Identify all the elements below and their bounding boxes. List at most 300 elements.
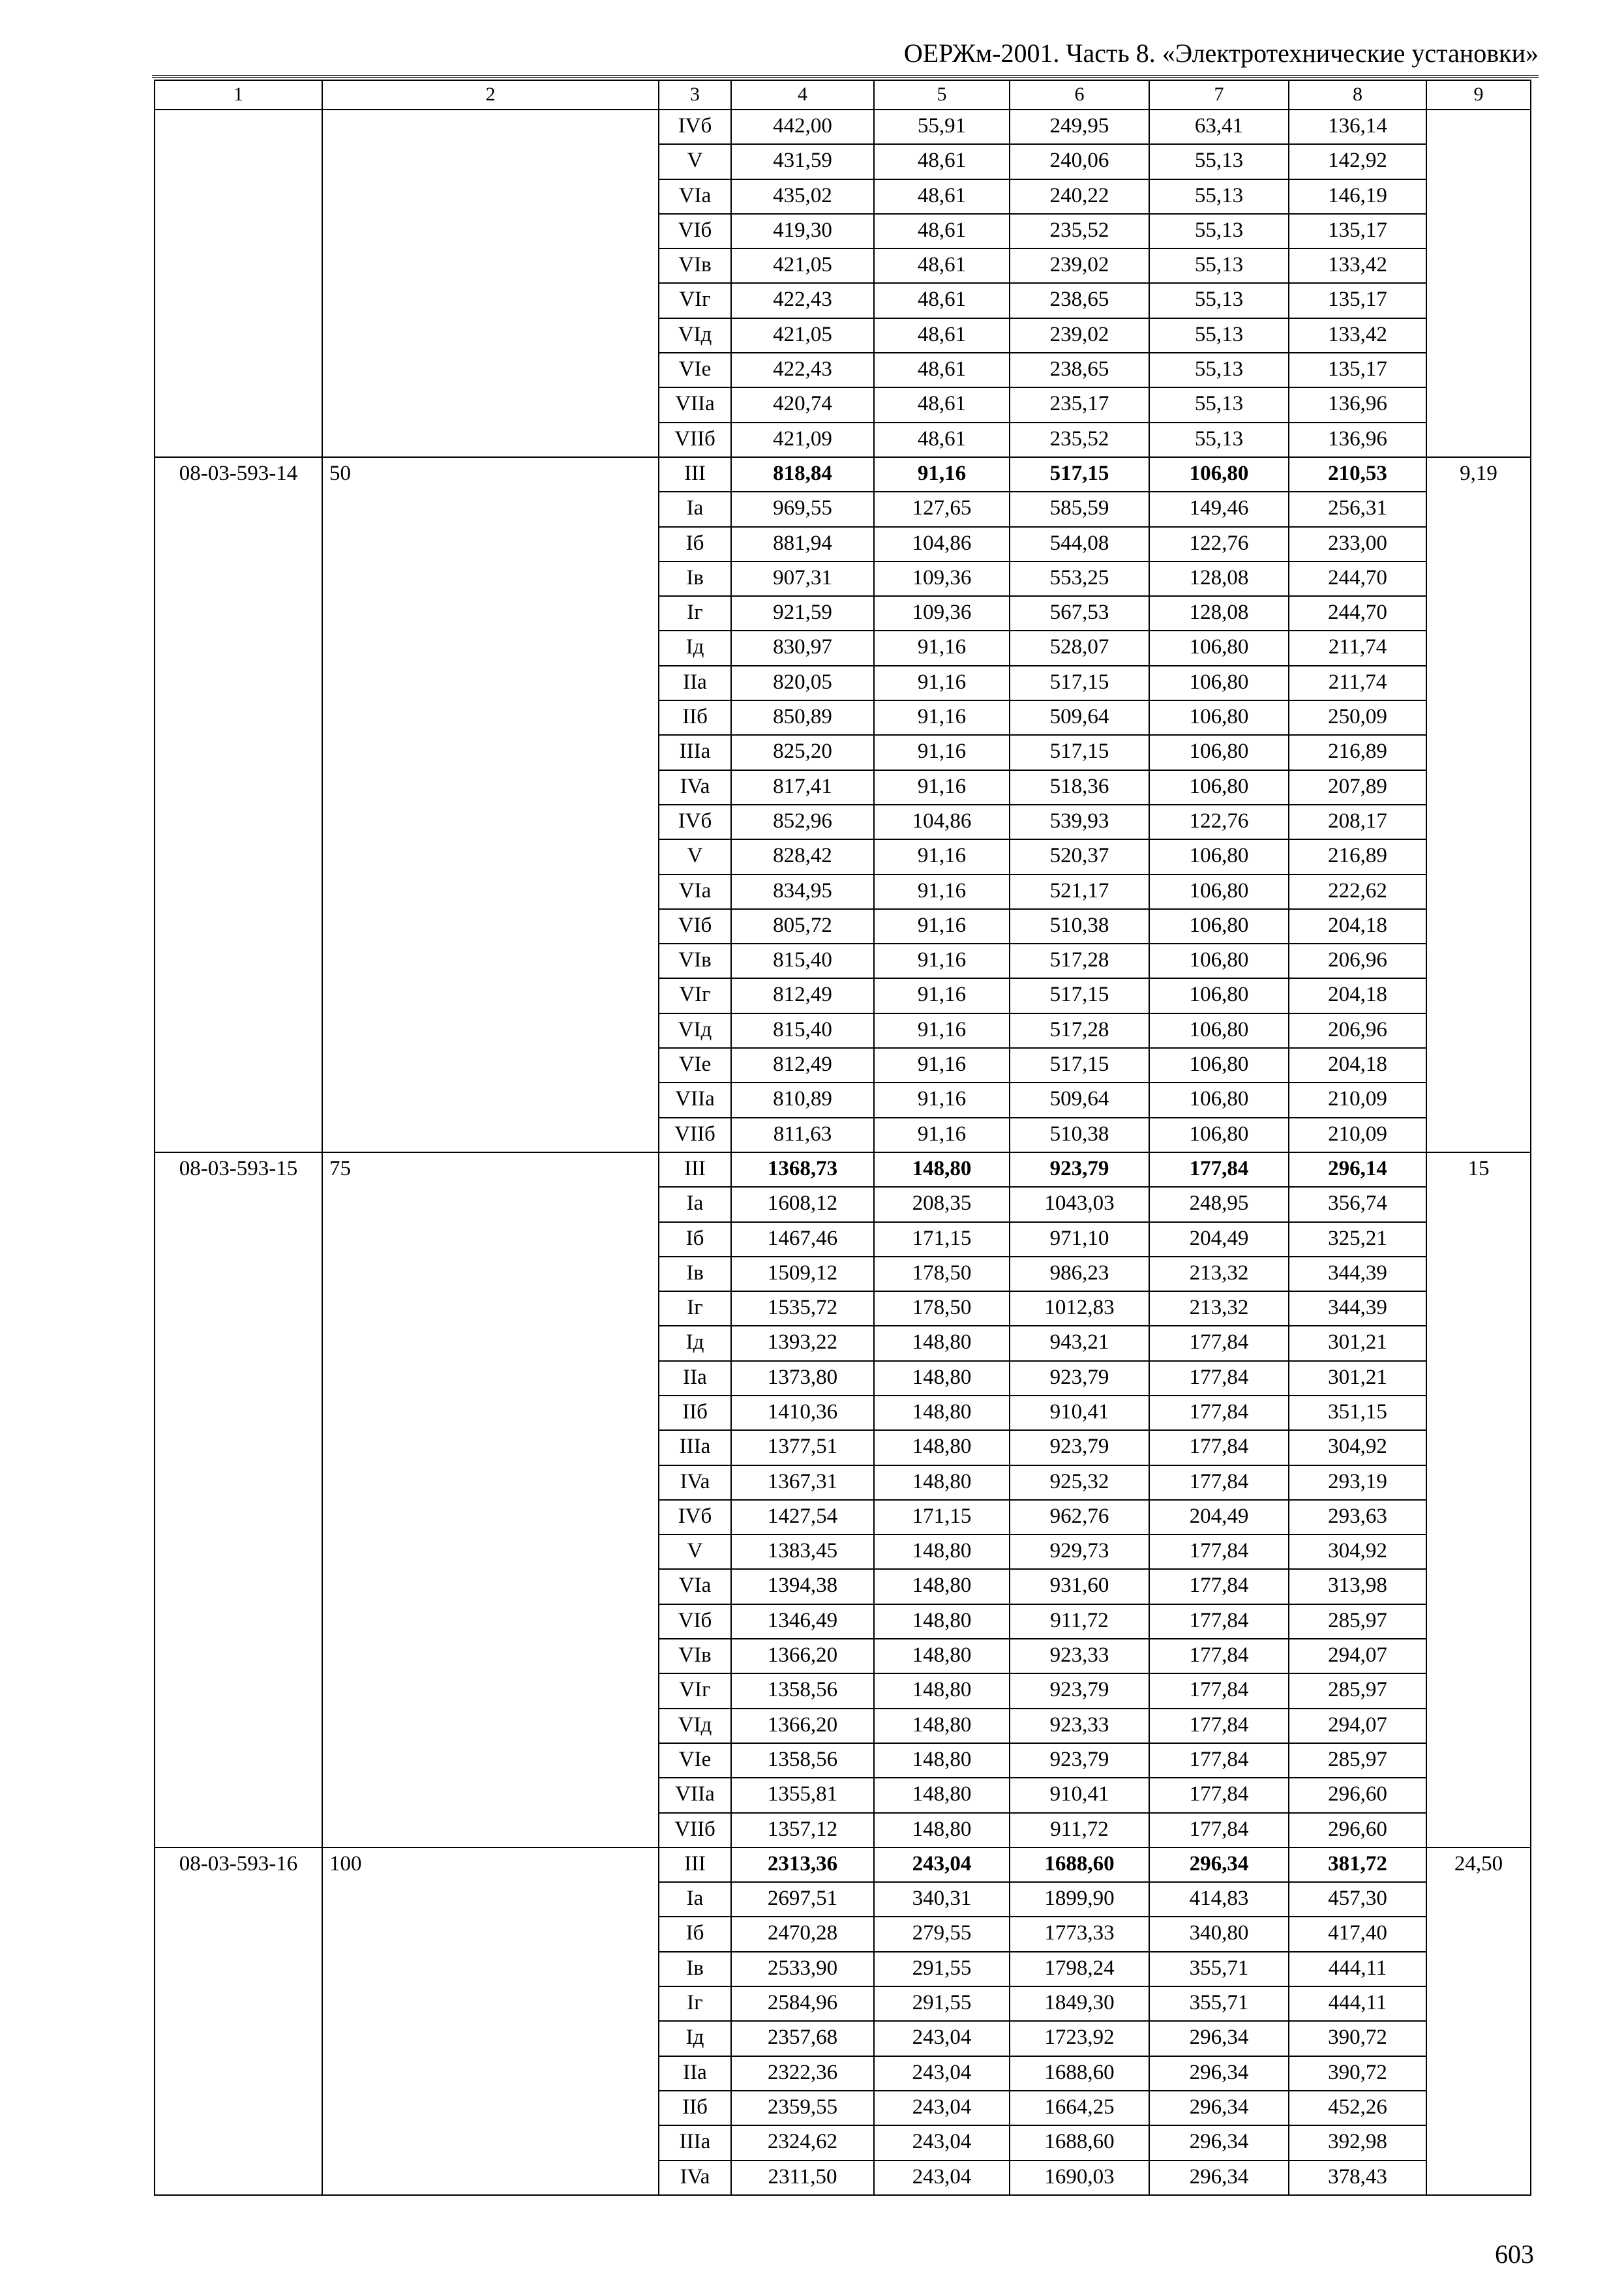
zone-cell: III: [659, 1848, 731, 1882]
zone-cell: IIa: [659, 666, 731, 700]
value-cell: 91,16: [874, 839, 1010, 874]
table-row: [155, 1986, 1531, 2021]
value-cell: 925,32: [1010, 1465, 1149, 1500]
value-cell: 390,72: [1289, 2056, 1426, 2091]
value-cell: 48,61: [874, 283, 1010, 318]
rate-code-cell: [155, 1430, 322, 1465]
value-cell: 1723,92: [1010, 2021, 1149, 2056]
table-row: [155, 1500, 1531, 1534]
value-cell: 812,49: [731, 1048, 874, 1083]
zone-cell: VIв: [659, 248, 731, 283]
rate-code-cell: [155, 596, 322, 631]
parameter-cell: [322, 2056, 659, 2091]
value-cell: 1366,20: [731, 1639, 874, 1673]
value-cell: 250,09: [1289, 700, 1426, 735]
mass-cell: [1426, 1639, 1531, 1673]
rate-code-cell: [155, 2091, 322, 2125]
mass-cell: [1426, 1673, 1531, 1708]
table-row: [155, 492, 1531, 526]
mass-cell: [1426, 1326, 1531, 1360]
value-cell: 296,60: [1289, 1813, 1426, 1848]
value-cell: 211,74: [1289, 631, 1426, 665]
zone-cell: VIIб: [659, 423, 731, 457]
mass-cell: [1426, 144, 1531, 179]
zone-cell: VIIб: [659, 1118, 731, 1152]
value-cell: 148,80: [874, 1430, 1010, 1465]
mass-cell: [1426, 423, 1531, 457]
value-cell: 48,61: [874, 214, 1010, 248]
mass-cell: [1426, 1813, 1531, 1848]
zone-cell: III: [659, 457, 731, 492]
zone-cell: IVб: [659, 1500, 731, 1534]
value-cell: 911,72: [1010, 1813, 1149, 1848]
value-cell: 553,25: [1010, 561, 1149, 596]
mass-cell: [1426, 527, 1531, 561]
mass-cell: [1426, 1465, 1531, 1500]
rate-code-cell: 08-03-593-14: [155, 457, 322, 492]
value-cell: 148,80: [874, 1743, 1010, 1778]
mass-cell: [1426, 875, 1531, 909]
rate-code-cell: [155, 944, 322, 978]
value-cell: 1849,30: [1010, 1986, 1149, 2021]
value-cell: 55,13: [1149, 387, 1289, 422]
value-cell: 923,33: [1010, 1709, 1149, 1743]
value-cell: 239,02: [1010, 248, 1149, 283]
value-cell: 419,30: [731, 214, 874, 248]
value-cell: 211,74: [1289, 666, 1426, 700]
value-cell: 48,61: [874, 248, 1010, 283]
table-row: [155, 1083, 1531, 1117]
zone-cell: VIa: [659, 1569, 731, 1604]
value-cell: 240,22: [1010, 179, 1149, 214]
rate-code-cell: [155, 110, 322, 144]
mass-cell: [1426, 909, 1531, 944]
column-number: 7: [1149, 80, 1289, 110]
parameter-cell: [322, 1291, 659, 1326]
value-cell: 240,06: [1010, 144, 1149, 179]
value-cell: 91,16: [874, 735, 1010, 770]
parameter-cell: [322, 2091, 659, 2125]
column-number: 5: [874, 80, 1010, 110]
value-cell: 585,59: [1010, 492, 1149, 526]
value-cell: 910,41: [1010, 1396, 1149, 1430]
mass-cell: [1426, 1048, 1531, 1083]
value-cell: 435,02: [731, 179, 874, 214]
rate-code-cell: [155, 561, 322, 596]
parameter-cell: [322, 1396, 659, 1430]
value-cell: 830,97: [731, 631, 874, 665]
value-cell: 301,21: [1289, 1326, 1426, 1360]
value-cell: 136,96: [1289, 387, 1426, 422]
column-number: 1: [155, 80, 322, 110]
rate-code-cell: [155, 1187, 322, 1221]
value-cell: 148,80: [874, 1326, 1010, 1360]
value-cell: 244,70: [1289, 596, 1426, 631]
table-row: [155, 2056, 1531, 2091]
rate-code-cell: [155, 248, 322, 283]
zone-cell: VIг: [659, 978, 731, 1013]
zone-cell: VIд: [659, 1013, 731, 1048]
value-cell: 510,38: [1010, 909, 1149, 944]
value-cell: 91,16: [874, 1118, 1010, 1152]
rate-code-cell: [155, 387, 322, 422]
rate-code-cell: [155, 1569, 322, 1604]
value-cell: 210,09: [1289, 1083, 1426, 1117]
value-cell: 63,41: [1149, 110, 1289, 144]
zone-cell: VIд: [659, 1709, 731, 1743]
value-cell: 834,95: [731, 875, 874, 909]
value-cell: 104,86: [874, 805, 1010, 839]
rate-code-cell: [155, 1013, 322, 1048]
rate-code-cell: [155, 1500, 322, 1534]
value-cell: 417,40: [1289, 1917, 1426, 1951]
value-cell: 177,84: [1149, 1569, 1289, 1604]
value-cell: 1688,60: [1010, 2056, 1149, 2091]
value-cell: 235,52: [1010, 423, 1149, 457]
rate-code-cell: [155, 909, 322, 944]
value-cell: 239,02: [1010, 318, 1149, 353]
value-cell: 91,16: [874, 978, 1010, 1013]
value-cell: 55,13: [1149, 353, 1289, 387]
value-cell: 135,17: [1289, 353, 1426, 387]
value-cell: 177,84: [1149, 1673, 1289, 1708]
table-row: [155, 770, 1531, 805]
zone-cell: V: [659, 1534, 731, 1569]
parameter-cell: [322, 631, 659, 665]
value-cell: 344,39: [1289, 1257, 1426, 1291]
value-cell: 1346,49: [731, 1604, 874, 1639]
value-cell: 304,92: [1289, 1534, 1426, 1569]
zone-cell: Iд: [659, 2021, 731, 2056]
rate-code-cell: [155, 1118, 322, 1152]
value-cell: 109,36: [874, 596, 1010, 631]
rate-code-cell: 08-03-593-15: [155, 1152, 322, 1187]
column-number: 3: [659, 80, 731, 110]
value-cell: 91,16: [874, 909, 1010, 944]
zone-cell: IIa: [659, 2056, 731, 2091]
zone-cell: VIIa: [659, 387, 731, 422]
value-cell: 962,76: [1010, 1500, 1149, 1534]
value-cell: 243,04: [874, 2056, 1010, 2091]
parameter-cell: [322, 318, 659, 353]
value-cell: 177,84: [1149, 1534, 1289, 1569]
zone-cell: VIa: [659, 875, 731, 909]
value-cell: 171,15: [874, 1222, 1010, 1257]
value-cell: 91,16: [874, 770, 1010, 805]
column-number: 2: [322, 80, 659, 110]
rate-code-cell: [155, 770, 322, 805]
value-cell: 969,55: [731, 492, 874, 526]
value-cell: 91,16: [874, 944, 1010, 978]
zone-cell: Iб: [659, 527, 731, 561]
value-cell: 1608,12: [731, 1187, 874, 1221]
value-cell: 243,04: [874, 2161, 1010, 2195]
table-row: [155, 1326, 1531, 1360]
value-cell: 293,63: [1289, 1500, 1426, 1534]
parameter-cell: [322, 839, 659, 874]
value-cell: 544,08: [1010, 527, 1149, 561]
value-cell: 55,13: [1149, 423, 1289, 457]
value-cell: 55,13: [1149, 144, 1289, 179]
value-cell: 171,15: [874, 1500, 1010, 1534]
mass-cell: [1426, 248, 1531, 283]
mass-cell: [1426, 214, 1531, 248]
parameter-cell: [322, 492, 659, 526]
value-cell: 91,16: [874, 457, 1010, 492]
value-cell: 2359,55: [731, 2091, 874, 2125]
value-cell: 148,80: [874, 1709, 1010, 1743]
value-cell: 177,84: [1149, 1604, 1289, 1639]
zone-cell: VIг: [659, 283, 731, 318]
parameter-cell: [322, 770, 659, 805]
value-cell: 1373,80: [731, 1361, 874, 1396]
parameter-cell: [322, 248, 659, 283]
value-cell: 148,80: [874, 1639, 1010, 1673]
value-cell: 106,80: [1149, 631, 1289, 665]
rate-code-cell: [155, 179, 322, 214]
mass-cell: [1426, 179, 1531, 214]
value-cell: 210,09: [1289, 1118, 1426, 1152]
value-cell: 148,80: [874, 1361, 1010, 1396]
zone-cell: Ia: [659, 492, 731, 526]
zone-cell: IIб: [659, 700, 731, 735]
value-cell: 148,80: [874, 1465, 1010, 1500]
rate-code-cell: [155, 353, 322, 387]
value-cell: 106,80: [1149, 909, 1289, 944]
value-cell: 206,96: [1289, 1013, 1426, 1048]
value-cell: 48,61: [874, 353, 1010, 387]
value-cell: 421,05: [731, 248, 874, 283]
rate-code-cell: [155, 1604, 322, 1639]
value-cell: 106,80: [1149, 978, 1289, 1013]
value-cell: 136,14: [1289, 110, 1426, 144]
value-cell: 294,07: [1289, 1639, 1426, 1673]
value-cell: 248,95: [1149, 1187, 1289, 1221]
table-row: [155, 1709, 1531, 1743]
column-number: 8: [1289, 80, 1426, 110]
rate-code-cell: [155, 1917, 322, 1951]
value-cell: 216,89: [1289, 839, 1426, 874]
value-cell: 48,61: [874, 318, 1010, 353]
value-cell: 452,26: [1289, 2091, 1426, 2125]
parameter-cell: [322, 1222, 659, 1257]
value-cell: 810,89: [731, 1083, 874, 1117]
value-cell: 233,00: [1289, 527, 1426, 561]
mass-cell: [1426, 666, 1531, 700]
value-cell: 421,09: [731, 423, 874, 457]
column-number-row: [155, 80, 1531, 110]
rate-code-cell: [155, 1257, 322, 1291]
value-cell: 2324,62: [731, 2125, 874, 2160]
table-row: [155, 318, 1531, 353]
value-cell: 55,13: [1149, 179, 1289, 214]
value-cell: 1012,83: [1010, 1291, 1149, 1326]
parameter-cell: [322, 1048, 659, 1083]
table-row: [155, 839, 1531, 874]
parameter-cell: [322, 1813, 659, 1848]
value-cell: 1367,31: [731, 1465, 874, 1500]
value-cell: 340,80: [1149, 1917, 1289, 1951]
value-cell: 510,38: [1010, 1118, 1149, 1152]
value-cell: 55,13: [1149, 248, 1289, 283]
value-cell: 852,96: [731, 805, 874, 839]
mass-cell: [1426, 561, 1531, 596]
parameter-cell: [322, 700, 659, 735]
mass-cell: [1426, 387, 1531, 422]
parameter-cell: [322, 1118, 659, 1152]
zone-cell: Iб: [659, 1917, 731, 1951]
parameter-cell: [322, 1952, 659, 1986]
value-cell: 390,72: [1289, 2021, 1426, 2056]
rate-code-cell: [155, 2021, 322, 2056]
value-cell: 148,80: [874, 1569, 1010, 1604]
value-cell: 48,61: [874, 387, 1010, 422]
value-cell: 177,84: [1149, 1813, 1289, 1848]
table-row: [155, 1848, 1531, 1882]
mass-cell: [1426, 978, 1531, 1013]
zone-cell: VIIб: [659, 1813, 731, 1848]
value-cell: 177,84: [1149, 1152, 1289, 1187]
parameter-cell: [322, 944, 659, 978]
value-cell: 907,31: [731, 561, 874, 596]
table-row: [155, 1639, 1531, 1673]
rate-code-cell: [155, 1083, 322, 1117]
rate-code-cell: [155, 214, 322, 248]
mass-cell: [1426, 1118, 1531, 1152]
value-cell: 206,96: [1289, 944, 1426, 978]
value-cell: 1368,73: [731, 1152, 874, 1187]
zone-cell: VIe: [659, 353, 731, 387]
value-cell: 815,40: [731, 944, 874, 978]
zone-cell: Iд: [659, 631, 731, 665]
zone-cell: IVa: [659, 770, 731, 805]
value-cell: 55,91: [874, 110, 1010, 144]
value-cell: 177,84: [1149, 1361, 1289, 1396]
value-cell: 567,53: [1010, 596, 1149, 631]
rate-code-cell: [155, 1361, 322, 1396]
value-cell: 104,86: [874, 527, 1010, 561]
mass-cell: [1426, 1013, 1531, 1048]
value-cell: 457,30: [1289, 1882, 1426, 1917]
value-cell: 1899,90: [1010, 1882, 1149, 1917]
zone-cell: VIe: [659, 1048, 731, 1083]
value-cell: 294,07: [1289, 1709, 1426, 1743]
value-cell: 238,65: [1010, 283, 1149, 318]
value-cell: 517,15: [1010, 457, 1149, 492]
value-cell: 296,34: [1149, 2021, 1289, 2056]
value-cell: 344,39: [1289, 1291, 1426, 1326]
zone-cell: Iг: [659, 596, 731, 631]
rate-code-cell: [155, 700, 322, 735]
rate-code-cell: [155, 875, 322, 909]
value-cell: 509,64: [1010, 1083, 1149, 1117]
value-cell: 1410,36: [731, 1396, 874, 1430]
value-cell: 1043,03: [1010, 1187, 1149, 1221]
value-cell: 177,84: [1149, 1639, 1289, 1673]
value-cell: 177,84: [1149, 1778, 1289, 1812]
value-cell: 204,49: [1149, 1222, 1289, 1257]
value-cell: 204,49: [1149, 1500, 1289, 1534]
table-row: [155, 144, 1531, 179]
table-row: [155, 1013, 1531, 1048]
zone-cell: VIв: [659, 1639, 731, 1673]
zone-cell: IVб: [659, 805, 731, 839]
value-cell: 923,79: [1010, 1743, 1149, 1778]
value-cell: 296,34: [1149, 2125, 1289, 2160]
mass-cell: [1426, 2056, 1531, 2091]
value-cell: 444,11: [1289, 1952, 1426, 1986]
zone-cell: IVa: [659, 2161, 731, 2195]
value-cell: 291,55: [874, 1986, 1010, 2021]
mass-cell: [1426, 2091, 1531, 2125]
value-cell: 1358,56: [731, 1743, 874, 1778]
rate-code-cell: [155, 1882, 322, 1917]
zone-cell: IIIa: [659, 1430, 731, 1465]
parameter-cell: [322, 179, 659, 214]
value-cell: 55,13: [1149, 214, 1289, 248]
value-cell: 923,33: [1010, 1639, 1149, 1673]
mass-cell: [1426, 2125, 1531, 2160]
mass-cell: 24,50: [1426, 1848, 1531, 1882]
zone-cell: IIб: [659, 1396, 731, 1430]
value-cell: 91,16: [874, 1013, 1010, 1048]
table-row: [155, 283, 1531, 318]
zone-cell: VIe: [659, 1743, 731, 1778]
table-row: [155, 387, 1531, 422]
parameter-cell: [322, 527, 659, 561]
value-cell: 517,15: [1010, 1048, 1149, 1083]
value-cell: 313,98: [1289, 1569, 1426, 1604]
value-cell: 1773,33: [1010, 1917, 1149, 1951]
rate-code-cell: [155, 283, 322, 318]
parameter-cell: [322, 1882, 659, 1917]
table-row: [155, 1917, 1531, 1951]
value-cell: 177,84: [1149, 1430, 1289, 1465]
rate-code-cell: [155, 1465, 322, 1500]
table-body: [155, 110, 1531, 2195]
value-cell: 55,13: [1149, 318, 1289, 353]
mass-cell: [1426, 1534, 1531, 1569]
table-row: [155, 110, 1531, 144]
value-cell: 106,80: [1149, 1083, 1289, 1117]
parameter-cell: [322, 1534, 659, 1569]
value-cell: 146,19: [1289, 179, 1426, 214]
value-cell: 177,84: [1149, 1465, 1289, 1500]
value-cell: 986,23: [1010, 1257, 1149, 1291]
value-cell: 244,70: [1289, 561, 1426, 596]
table-row: [155, 944, 1531, 978]
parameter-cell: [322, 875, 659, 909]
rate-code-cell: [155, 1743, 322, 1778]
value-cell: 208,17: [1289, 805, 1426, 839]
rate-code-cell: [155, 1778, 322, 1812]
zone-cell: V: [659, 144, 731, 179]
zone-cell: III: [659, 1152, 731, 1187]
value-cell: 204,18: [1289, 1048, 1426, 1083]
table-row: [155, 596, 1531, 631]
table-row: [155, 1396, 1531, 1430]
rate-code-cell: [155, 1639, 322, 1673]
page-number: 603: [1495, 2239, 1534, 2269]
rate-code-cell: [155, 1048, 322, 1083]
value-cell: 931,60: [1010, 1569, 1149, 1604]
value-cell: 2697,51: [731, 1882, 874, 1917]
table-row: [155, 2125, 1531, 2160]
rate-code-cell: [155, 631, 322, 665]
parameter-cell: [322, 1326, 659, 1360]
value-cell: 243,04: [874, 2125, 1010, 2160]
parameter-cell: [322, 1187, 659, 1221]
